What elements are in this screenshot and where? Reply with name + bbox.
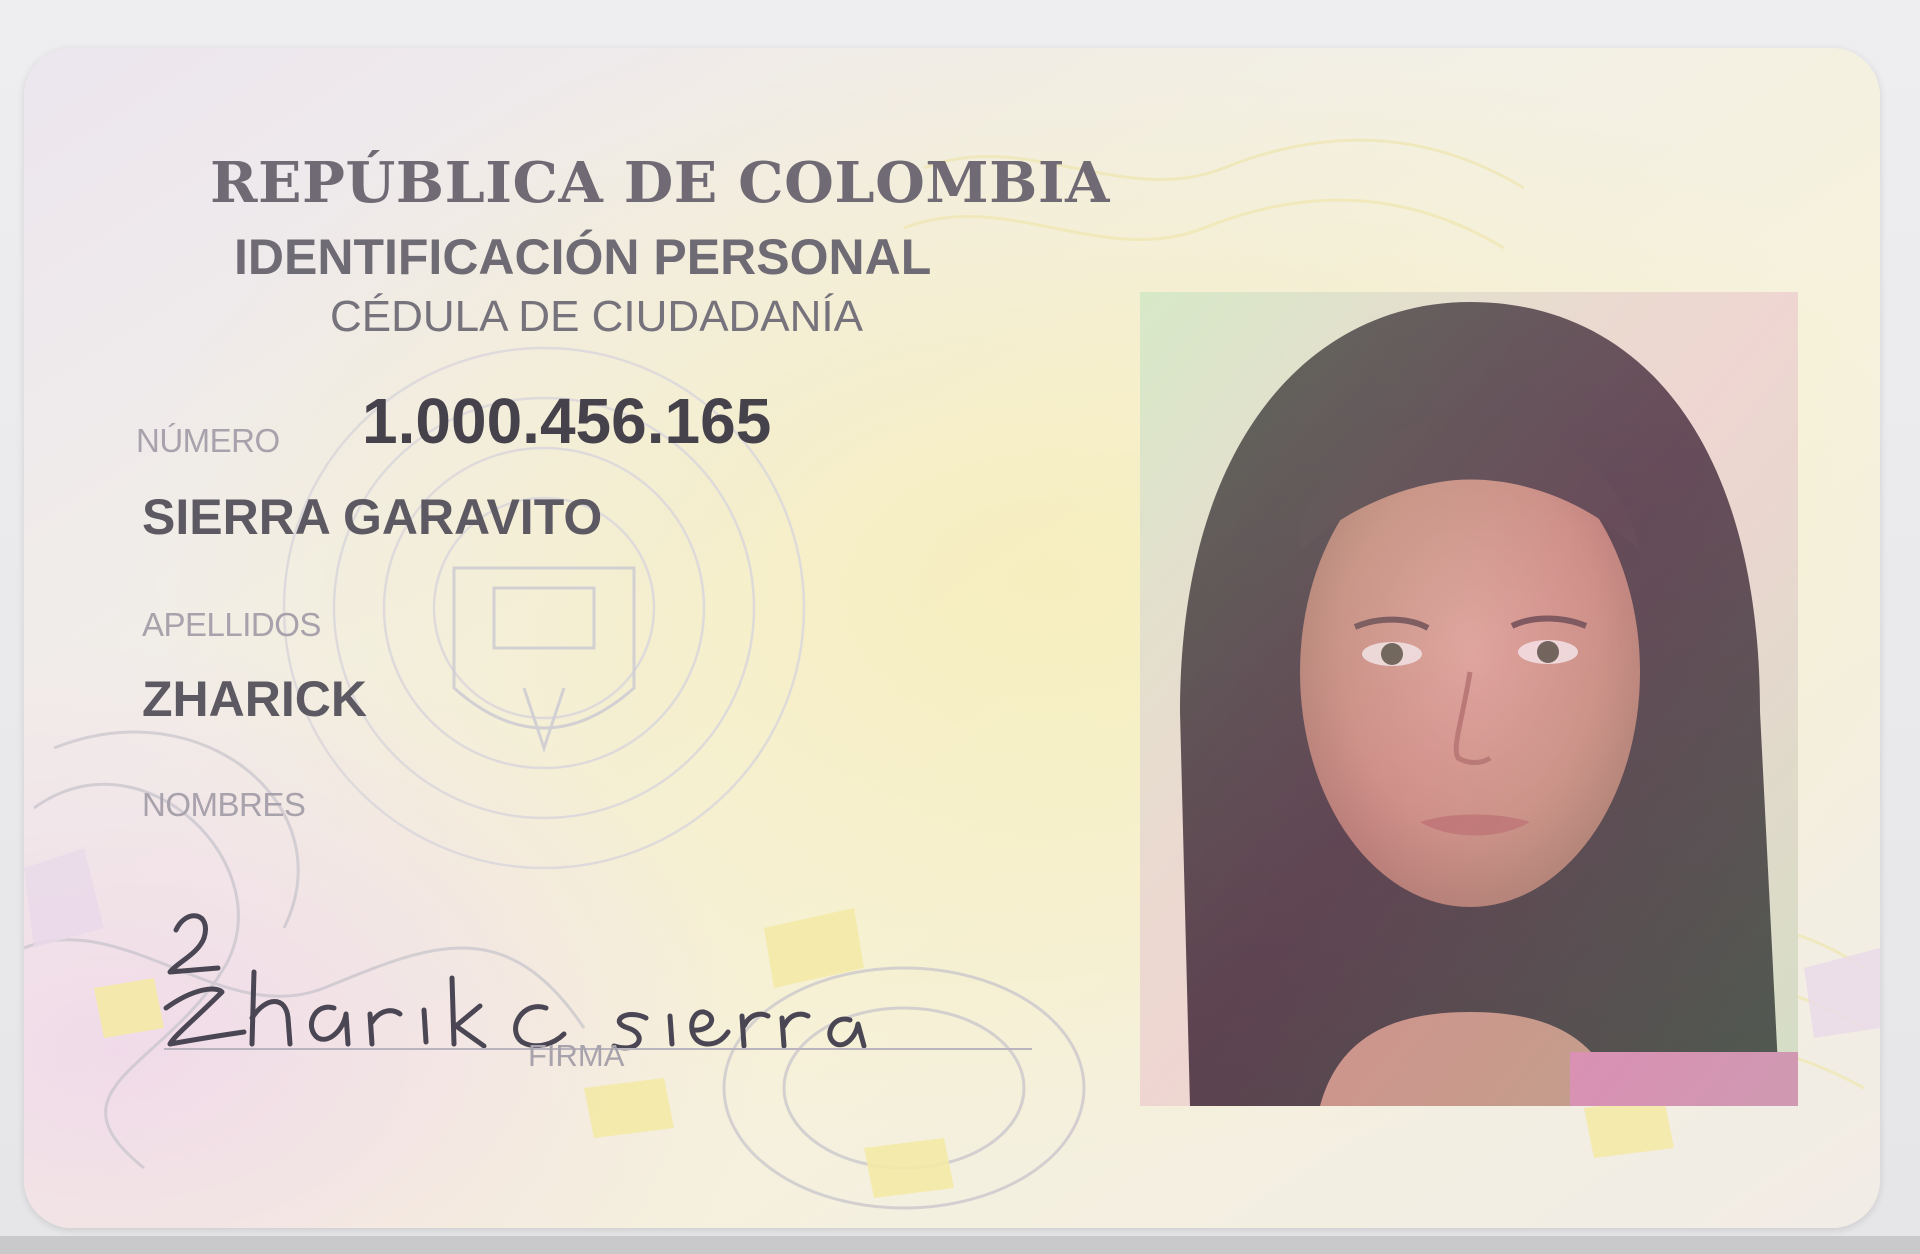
- document-type: IDENTIFICACIÓN PERSONAL: [234, 229, 932, 285]
- signature-label: FIRMA: [528, 1038, 625, 1073]
- id-number: 1.000.456.165: [362, 385, 772, 457]
- surnames-label: APELLIDOS: [142, 606, 321, 643]
- scan-bottom-edge: [0, 1236, 1920, 1254]
- document-subtype: CÉDULA DE CIUDADANÍA: [330, 292, 864, 341]
- portrait-image: [1140, 292, 1798, 1106]
- surnames-value: SIERRA GARAVITO: [142, 489, 603, 545]
- id-card: [24, 48, 1880, 1228]
- country-title: REPÚBLICA DE COLOMBIA: [210, 150, 1110, 216]
- numero-label: NÚMERO: [136, 422, 280, 459]
- given-names-value: ZHARICK: [142, 671, 367, 727]
- holder-photo: [1140, 292, 1798, 1106]
- given-names-label: NOMBRES: [142, 786, 306, 823]
